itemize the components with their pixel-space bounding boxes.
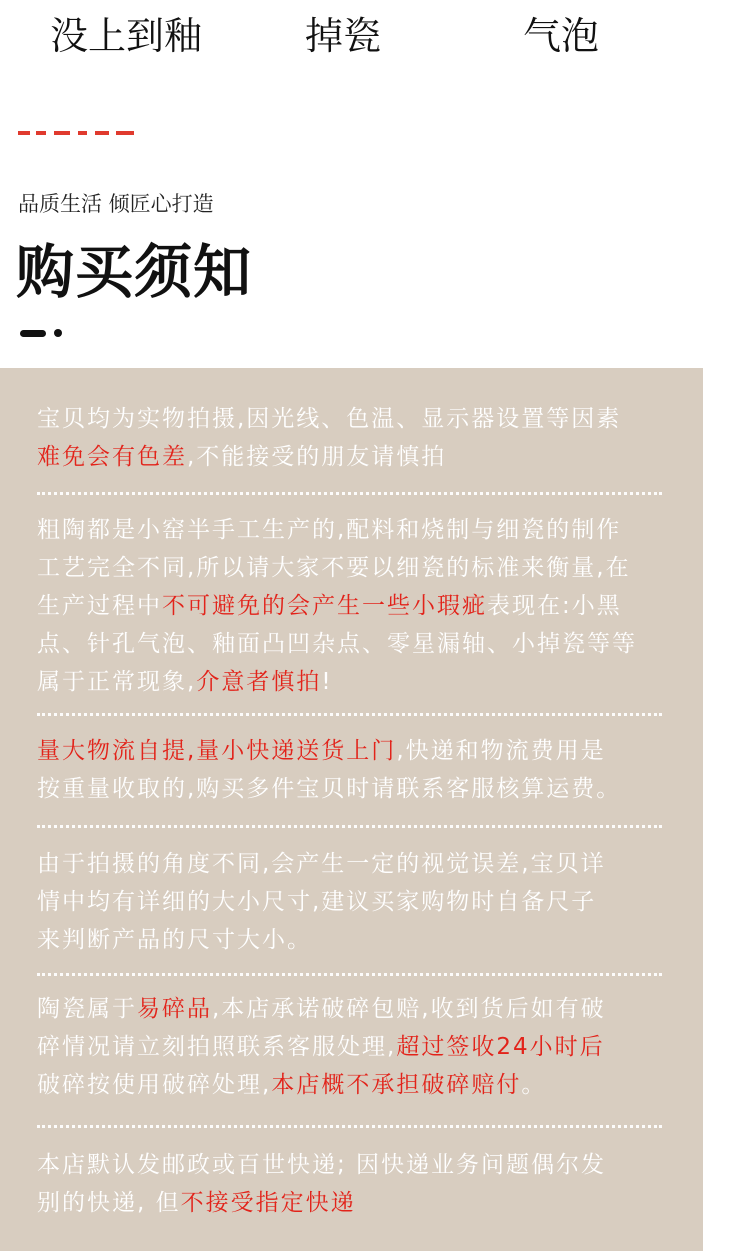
notice-line: [37, 549, 677, 587]
notice-text: 生产过程中: [37, 593, 162, 619]
notice-line: [37, 845, 677, 883]
notice-line: [37, 1184, 677, 1222]
defect-label-chipping: 掉瓷: [305, 14, 382, 58]
dotted-separator: [37, 1125, 662, 1128]
notice-color-difference: [37, 400, 677, 476]
notice-line: [37, 883, 677, 921]
notice-text: !: [321, 669, 333, 695]
page-title: 购买须知: [16, 238, 253, 306]
notice-handmade-flaws: [37, 511, 677, 701]
notice-text: 本店默认发邮政或百世快递; 因快递业务问题偶尔发: [37, 1152, 607, 1178]
notice-highlight: 超过签收24小时后: [396, 1034, 605, 1060]
notice-shipping: [37, 732, 677, 808]
notice-highlight: 易碎品: [137, 996, 212, 1022]
notice-highlight: 介意者慎拍: [196, 669, 322, 695]
notice-text: 按重量收取的,购买多件宝贝时请联系客服核算运费。: [37, 776, 622, 802]
notice-text: 属于正常现象,: [37, 669, 197, 695]
title-accent-dash: [20, 330, 46, 337]
notice-text: 破碎按使用破碎处理,: [37, 1072, 272, 1098]
notice-line: [37, 663, 677, 701]
notice-line: [37, 587, 677, 625]
notice-text: 碎情况请立刻拍照联系客服处理,: [37, 1034, 397, 1060]
notice-highlight: 量大物流自提,量小快递送货上门: [37, 738, 397, 764]
header-subtitle: 品质生活 倾匠心打造: [18, 192, 214, 216]
notice-panel: [0, 368, 703, 1251]
notice-line: [37, 1028, 677, 1066]
dotted-separator: [37, 713, 662, 716]
notice-line: [37, 990, 677, 1028]
notice-text: 情中均有详细的大小尺寸,建议买家购物时自备尺子: [37, 889, 597, 915]
notice-line: [37, 770, 677, 808]
notice-line: [37, 921, 677, 959]
dotted-separator: [37, 973, 662, 976]
defect-label-bubbles: 气泡: [523, 14, 600, 58]
notice-line: [37, 438, 677, 476]
notice-text: 工艺完全不同,所以请大家不要以细瓷的标准来衡量,在: [37, 555, 631, 581]
title-accent-dot: [54, 329, 62, 337]
notice-text: 陶瓷属于: [37, 996, 137, 1022]
notice-text: 表现在:小黑: [487, 593, 622, 619]
notice-line: [37, 625, 677, 663]
notice-size-perception: [37, 845, 677, 959]
notice-highlight: 难免会有色差: [37, 444, 187, 470]
notice-highlight: 本店概不承担破碎赔付: [271, 1072, 522, 1098]
notice-breakage-policy: [37, 990, 677, 1104]
notice-text: ,快递和物流费用是: [396, 738, 606, 764]
notice-text: ,本店承诺破碎包赔,收到货后如有破: [212, 996, 606, 1022]
notice-text: 由于拍摄的角度不同,会产生一定的视觉误差,宝贝详: [37, 851, 606, 877]
notice-text: 粗陶都是小窑半手工生产的,配料和烧制与细瓷的制作: [37, 517, 622, 543]
defect-label-no-glaze: 没上到釉: [50, 14, 203, 58]
notice-highlight: 不接受指定快递: [180, 1190, 356, 1216]
notice-text: ,不能接受的朋友请慎拍: [187, 444, 447, 470]
notice-line: [37, 1066, 677, 1104]
notice-line: [37, 400, 677, 438]
notice-line: [37, 511, 677, 549]
dotted-separator: [37, 825, 662, 828]
purchase-notice-header: [0, 0, 750, 368]
notice-text: 。: [521, 1072, 547, 1098]
notice-text: 点、针孔气泡、釉面凸凹杂点、零星漏轴、小掉瓷等等: [37, 631, 637, 657]
notice-courier: [37, 1146, 677, 1222]
notice-text: 别的快递, 但: [37, 1190, 181, 1216]
notice-text: 来判断产品的尺寸大小。: [37, 927, 312, 953]
notice-highlight: 不可避免的会产生一些小瑕疵: [162, 593, 487, 619]
notice-text: 宝贝均为实物拍摄,因光线、色温、显示器设置等因素: [37, 406, 622, 432]
notice-line: [37, 1146, 677, 1184]
dotted-separator: [37, 492, 662, 495]
notice-line: [37, 732, 677, 770]
